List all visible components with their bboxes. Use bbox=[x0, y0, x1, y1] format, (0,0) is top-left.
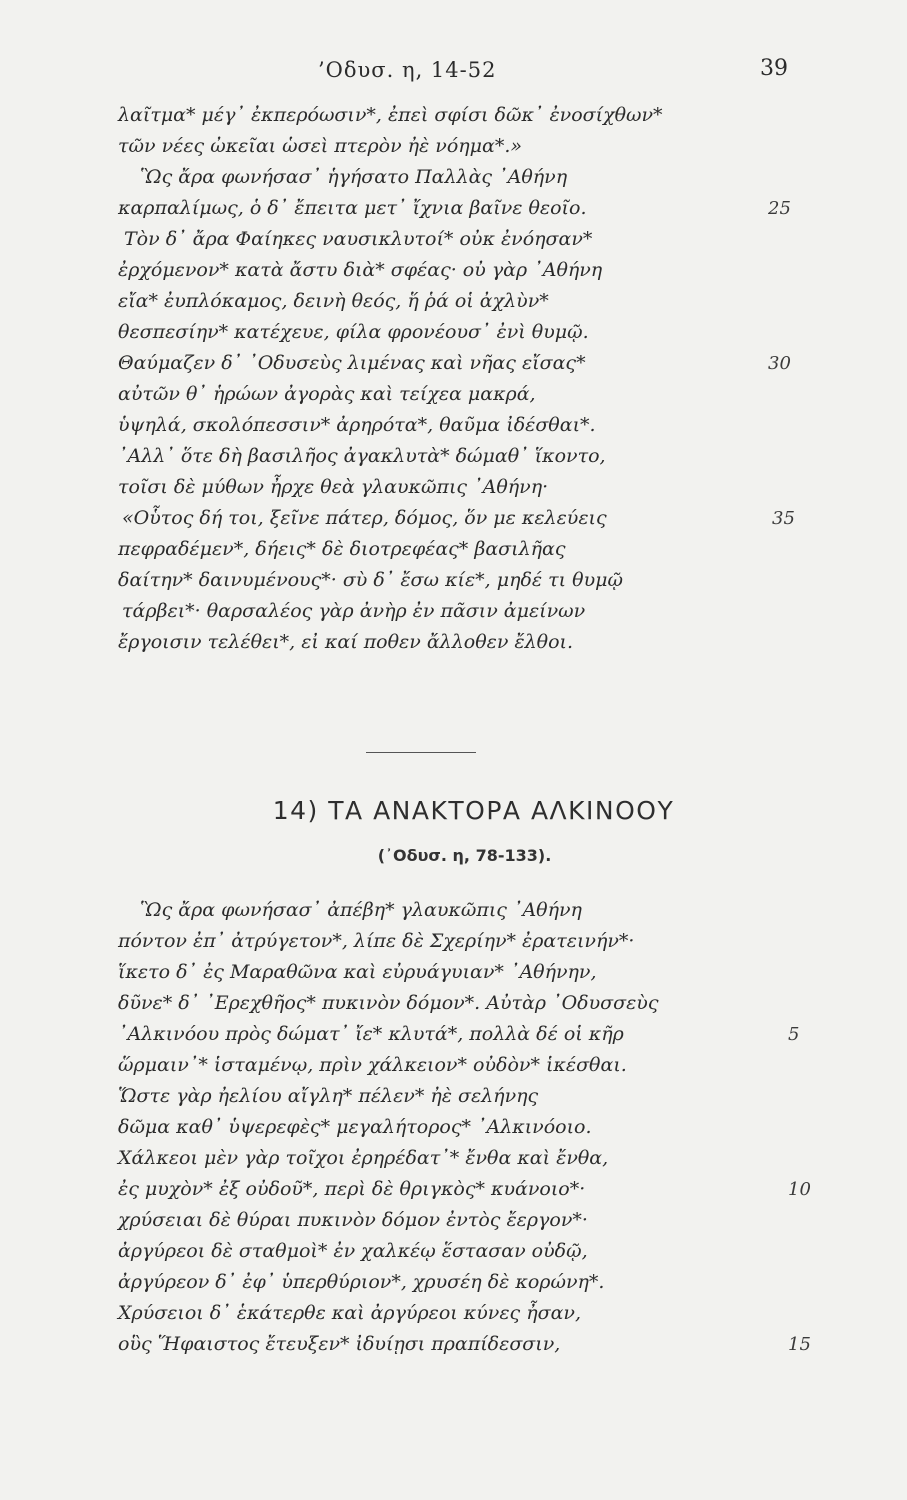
verse-text: πεφραδέμεν*, δήεις* δὲ διοτρεφέας* βασιλῆας bbox=[118, 538, 566, 560]
verse-line bbox=[118, 286, 838, 317]
verse-text: καρπαλίμως, ὁ δ᾽ ἔπειτα μετ᾽ ἴχνια βαῖνε θεοῖο. bbox=[118, 197, 587, 219]
verse-line bbox=[118, 926, 838, 957]
verse-line bbox=[118, 348, 838, 379]
verse-text: αὐτῶν θ᾽ ἡρώων ἀγορὰς καὶ τείχεα μακρά, bbox=[118, 383, 536, 405]
verse-line bbox=[118, 162, 838, 193]
verse-line bbox=[118, 1050, 838, 1081]
verse-text: ἐρχόμενον* κατὰ ἄστυ διὰ* σφέας· οὐ γὰρ ᾽Αθήνη bbox=[118, 259, 603, 281]
verse-line bbox=[118, 100, 838, 131]
verse-text: ἔργοισιν τελέθει*, εἰ καί ποθεν ἄλλοθεν ἔλθοι. bbox=[118, 631, 574, 653]
verse-line bbox=[118, 627, 838, 658]
verse-text: «Οὗτος δή τοι, ξεῖνε πάτερ, δόμος, ὅν με κελεύεις bbox=[122, 507, 607, 529]
verse-text: ἐς μυχὸν* ἐξ οὐδοῦ*, περὶ δὲ θριγκὸς* κυάνοιο*· bbox=[118, 1178, 586, 1200]
poem-passage-odyssey-7-78-133 bbox=[118, 895, 838, 1360]
verse-text: δῦνε* δ᾽ ᾽Ερεχθῆος* πυκινὸν δόμον*. Αὐτὰρ ᾽Οδυσσεὺς bbox=[118, 992, 659, 1014]
verse-text: δαίτην* δαινυμένους*· σὺ δ᾽ ἔσω κίε*, μηδέ τι θυμῷ bbox=[118, 569, 623, 591]
verse-line bbox=[118, 131, 838, 162]
verse-text: λαῖτμα* μέγ᾽ ἐκπερόωσιν*, ἐπεὶ σφίσι δῶκ᾽ ἐνοσίχθων* bbox=[118, 104, 663, 126]
verse-line bbox=[118, 988, 838, 1019]
running-title: ’Οδυσ. η, 14-52 bbox=[318, 58, 497, 82]
verse-line bbox=[118, 534, 838, 565]
section-source-reference: (᾽Οδυσ. η, 78-133). bbox=[377, 846, 552, 865]
verse-text: Τὸν δ᾽ ἄρα Φαίηκες ναυσικλυτοί* οὐκ ἐνόησαν* bbox=[124, 228, 593, 250]
verse-text: εἴα* ἐυπλόκαμος, δεινὴ θεός, ἥ ῥά οἱ ἀχλὺν* bbox=[118, 290, 549, 312]
verse-text: Χάλκεοι μὲν γὰρ τοῖχοι ἐρηρέδατ᾽* ἔνθα καὶ ἔνθα, bbox=[118, 1147, 609, 1169]
running-head bbox=[0, 58, 907, 88]
verse-line bbox=[118, 410, 838, 441]
verse-text: θεσπεσίην* κατέχευε, φίλα φρονέουσ᾽ ἐνὶ θυμῷ. bbox=[118, 321, 589, 343]
verse-line bbox=[118, 1329, 838, 1360]
verse-line bbox=[118, 255, 838, 286]
verse-text: πόντον ἐπ᾽ ἀτρύγετον*, λίπε δὲ Σχερίην* ἐρατεινήν*· bbox=[118, 930, 635, 952]
verse-text: δῶμα καθ᾽ ὑψερεφὲς* μεγαλήτορος* ᾽Αλκινόοιο. bbox=[118, 1116, 592, 1138]
section-divider bbox=[366, 752, 476, 753]
poem-passage-odyssey-7-14-52 bbox=[118, 100, 838, 658]
verse-line bbox=[118, 895, 838, 926]
verse-line bbox=[118, 317, 838, 348]
verse-line bbox=[122, 596, 838, 627]
page-number: 39 bbox=[760, 56, 788, 81]
verse-line bbox=[118, 1205, 838, 1236]
verse-text: τοῖσι δὲ μύθων ἦρχε θεὰ γλαυκῶπις ᾽Αθήνη· bbox=[118, 476, 549, 498]
verse-line bbox=[118, 565, 838, 596]
verse-text: Ὥστε γὰρ ἠελίου αἴγλη* πέλεν* ἠὲ σελήνης bbox=[118, 1085, 539, 1107]
verse-text: ἀργύρεοι δὲ σταθμοὶ* ἐν χαλκέῳ ἕστασαν οὐδῷ, bbox=[118, 1240, 588, 1262]
line-number: 5 bbox=[788, 1024, 800, 1045]
verse-text: ὑψηλά, σκολόπεσσιν* ἀρηρότα*, θαῦμα ἰδέσθαι*. bbox=[118, 414, 596, 436]
line-number: 25 bbox=[768, 198, 791, 219]
line-number: 30 bbox=[768, 353, 791, 374]
line-number: 35 bbox=[772, 508, 795, 529]
verse-text: Ὣς ἄρα φωνήσασ᾽ ἡγήσατο Παλλὰς ᾽Αθήνη bbox=[140, 166, 568, 188]
verse-line bbox=[118, 1298, 838, 1329]
verse-text: ἵκετο δ᾽ ἐς Μαραθῶνα καὶ εὐρυάγυιαν* ᾽Αθήνην, bbox=[118, 961, 597, 983]
verse-line bbox=[118, 1081, 838, 1112]
verse-text: τάρβει*· θαρσαλέος γὰρ ἀνὴρ ἐν πᾶσιν ἀμείνων bbox=[122, 600, 586, 622]
verse-text: Θαύμαζεν δ᾽ ᾽Οδυσεὺς λιμένας καὶ νῆας εἴσας* bbox=[118, 352, 586, 374]
verse-line bbox=[118, 1143, 838, 1174]
verse-line bbox=[118, 1174, 838, 1205]
verse-line bbox=[118, 1019, 838, 1050]
verse-text: τῶν νέες ὠκεῖαι ὡσεὶ πτερὸν ἠὲ νόημα*.» bbox=[118, 135, 523, 157]
line-number: 15 bbox=[788, 1334, 811, 1355]
verse-text: ἀργύρεον δ᾽ ἐφ᾽ ὑπερθύριον*, χρυσέη δὲ κορώνη*. bbox=[118, 1271, 605, 1293]
verse-text: χρύσειαι δὲ θύραι πυκινὸν δόμον ἐντὸς ἔεργον*· bbox=[118, 1209, 588, 1231]
verse-line bbox=[118, 472, 838, 503]
verse-text: ὥρμαιν᾽* ἱσταμένῳ, πρὶν χάλκειον* οὐδὸν* ἱκέσθαι. bbox=[118, 1054, 627, 1076]
verse-line bbox=[118, 1236, 838, 1267]
verse-line bbox=[118, 441, 838, 472]
verse-text: ᾽Αλκινόου πρὸς δώματ᾽ ἴε* κλυτά*, πολλὰ δέ οἱ κῆρ bbox=[118, 1023, 624, 1045]
line-number: 10 bbox=[788, 1179, 811, 1200]
verse-text: Ὣς ἄρα φωνήσασ᾽ ἀπέβη* γλαυκῶπις ᾽Αθήνη bbox=[140, 899, 582, 921]
verse-line bbox=[118, 957, 838, 988]
verse-line bbox=[118, 379, 838, 410]
verse-line bbox=[118, 1112, 838, 1143]
verse-text: ᾽Αλλ᾽ ὅτε δὴ βασιλῆος ἀγακλυτὰ* δώμαθ᾽ ἵκοντο, bbox=[118, 445, 606, 467]
verse-line bbox=[124, 224, 838, 255]
section-title: 14) ΤΑ ΑΝΑΚΤΟΡΑ ΑΛΚΙΝΟΟΥ bbox=[272, 796, 675, 825]
verse-line bbox=[118, 1267, 838, 1298]
verse-line bbox=[122, 503, 838, 534]
verse-line bbox=[118, 193, 838, 224]
verse-text: οὓς Ἥφαιστος ἔτευξεν* ἰδυίῃσι πραπίδεσσιν, bbox=[118, 1333, 561, 1355]
verse-text: Χρύσειοι δ᾽ ἑκάτερθε καὶ ἀργύρεοι κύνες ἦσαν, bbox=[118, 1302, 581, 1324]
